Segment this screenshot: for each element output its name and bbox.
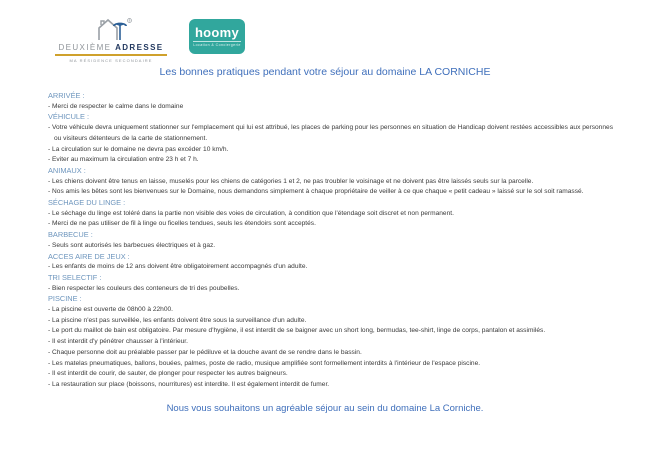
rule-item: - La restauration sur place (boissons, nourritures) est interdite. Il est également interdit de fumer. xyxy=(48,380,330,388)
section-heading: ANIMAUX : xyxy=(48,165,86,175)
rule-item: - Merci de ne pas utiliser de fil à linge ou ficelles tendues, seuls les étendoirs sont acceptés. xyxy=(48,220,316,228)
svg-text:®: ® xyxy=(128,18,131,23)
hoomy-logo xyxy=(189,19,245,54)
deuxieme-adresse-name xyxy=(58,43,163,52)
logo-row xyxy=(55,16,245,63)
rule-section xyxy=(48,230,615,251)
rule-item: - Votre véhicule devra uniquement stationner sur l'emplacement qui lui est attribué, les places de parking pour les personnes en situation de Handicap doivent restées accessibles aux personnes ou visiteurs détenteurs de la carte de stationnement. xyxy=(48,124,613,142)
rule-item: - Le séchage du linge est toléré dans la partie non visible des voies de circulation, à condition que l'étendage soit discret et non permanent. xyxy=(48,209,454,217)
rule-item: - Les chiens doivent être tenus en laisse, muselés pour les chiens de catégories 1 et 2, ne pas troubler le voisinage et ne doivent pas être laissés seuls sur la parcelle. xyxy=(48,177,534,185)
section-heading: ARRIVÉE : xyxy=(48,91,85,100)
rule-item: - Seuls sont autorisés les barbecues électriques et à gaz. xyxy=(48,241,216,249)
deuxieme-adresse-name-part2: ADRESSE xyxy=(115,43,164,52)
rule-item: - Le port du maillot de bain est obligatoire. Par mesure d'hygiène, il est interdit de se baigner avec un short long, bermudas, tee-shirt, linge de corps, pantalon et assimilés. xyxy=(48,327,546,335)
house-umbrella-icon xyxy=(89,16,133,42)
rule-section xyxy=(48,252,615,273)
rule-item: - Merci de respecter le calme dans le domaine xyxy=(48,102,184,110)
section-heading: VÉHICULE : xyxy=(48,112,90,122)
gold-divider xyxy=(55,54,167,56)
rule-item: - Il est interdit d'y pénétrer chausser à l'intérieur. xyxy=(48,338,188,346)
rule-item: - Les enfants de moins de 12 ans doivent être obligatoirement accompagnés d'un adulte. xyxy=(48,263,308,271)
footer-message: Nous vous souhaitons un agréable séjour au sein du domaine La Corniche. xyxy=(166,403,484,414)
rule-section xyxy=(48,112,615,166)
rule-section xyxy=(48,294,615,390)
section-heading: BARBECUE : xyxy=(48,230,93,240)
rules-list xyxy=(48,91,615,391)
rule-item: - Nos amis les bêtes sont les bienvenues sur le Domaine, nous demandons simplement à chaque propriétaire de veiller à ce que chaque « petit cadeau » laissé sur le sol soit ramassé. xyxy=(48,188,584,196)
rule-item: - Bien respecter les couleurs des conteneurs de tri des poubelles. xyxy=(48,284,240,292)
section-heading: SÉCHAGE DU LINGE : xyxy=(48,198,126,208)
deuxieme-adresse-logo xyxy=(55,16,167,63)
rule-item: - Il est interdit de courir, de sauter, de plonger pour respecter les autres baigneurs. xyxy=(48,370,288,378)
section-heading: TRI SELECTIF : xyxy=(48,272,102,282)
rule-item: - Les matelas pneumatiques, ballons, bouées, palmes, poste de radio, musique amplifiée sont formellement interdits à l'intérieur de l'espace piscine. xyxy=(48,359,481,367)
rule-item: - La piscine est ouverte de 08h00 à 22h00. xyxy=(48,306,174,314)
rule-section xyxy=(48,273,615,294)
rule-item: - La piscine n'est pas surveillée, les enfants doivent être sous la surveillance d'un adulte. xyxy=(48,316,307,324)
hoomy-logo-name: hoomy xyxy=(194,24,240,40)
rule-section xyxy=(48,91,615,112)
rule-item: - Chaque personne doit au préalable passer par le pédiluve et la douche avant de se rendre dans le bassin. xyxy=(48,348,362,356)
deuxieme-adresse-tagline: MA RÉSIDENCE SECONDAIRE xyxy=(69,58,153,63)
hoomy-logo-tagline: Location & Conciergerie xyxy=(193,41,241,48)
deuxieme-adresse-name-part1: DEUXIÈME xyxy=(58,43,112,52)
page-title: Les bonnes pratiques pendant votre séjour au domaine LA CORNICHE xyxy=(159,66,491,78)
rule-section xyxy=(48,166,615,198)
section-heading: PISCINE : xyxy=(48,294,82,304)
rule-section xyxy=(48,198,615,230)
rule-item: - Eviter au maximum la circulation entre 23 h et 7 h. xyxy=(48,156,199,164)
section-heading: ACCES AIRE DE JEUX : xyxy=(48,251,130,261)
rule-item: - La circulation sur le domaine ne devra pas excéder 10 km/h. xyxy=(48,145,229,153)
